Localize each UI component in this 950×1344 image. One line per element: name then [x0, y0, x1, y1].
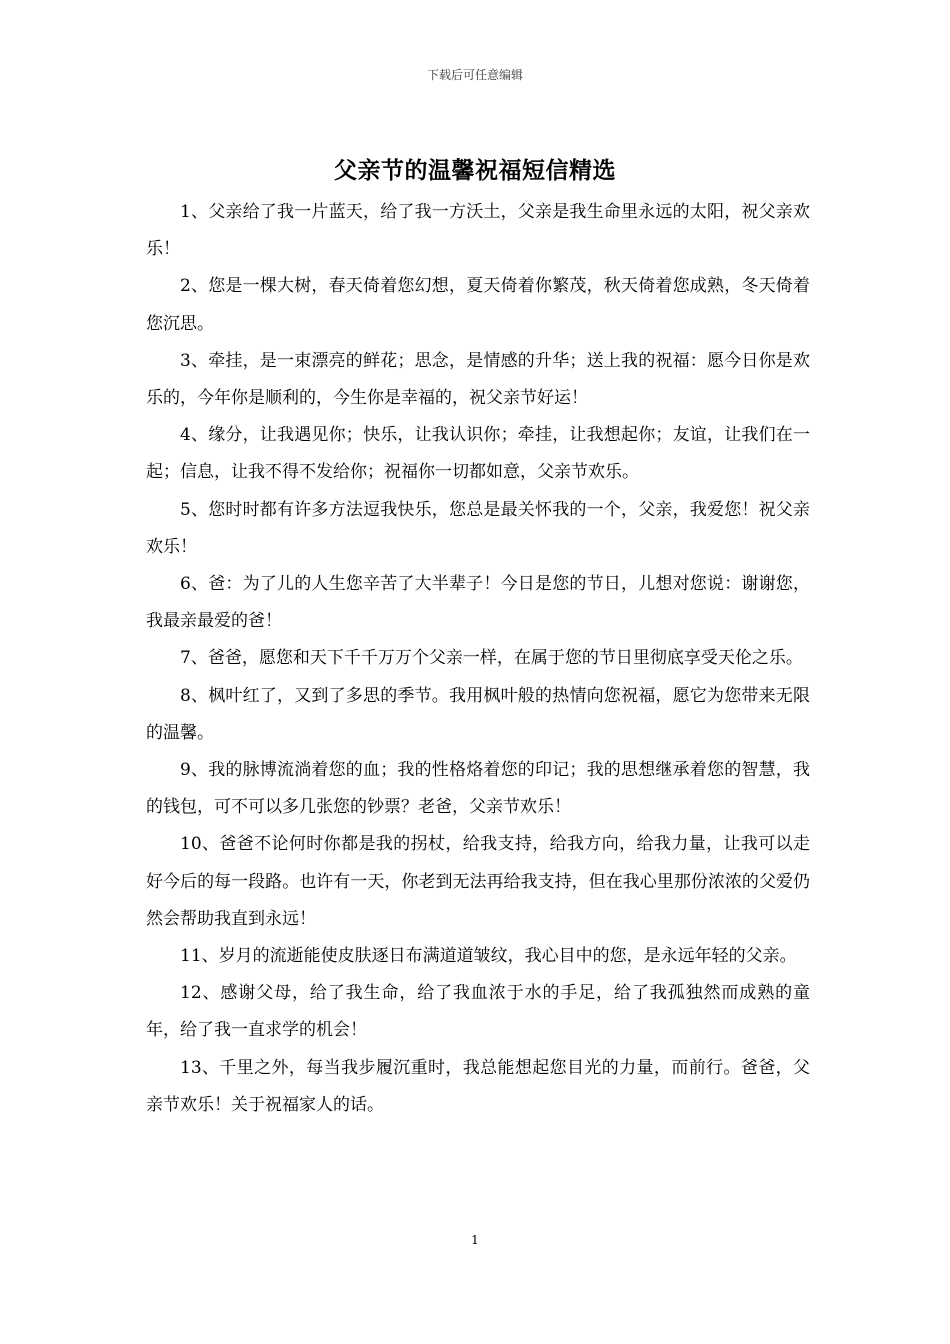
document-title: 父亲节的温馨祝福短信精选 — [334, 157, 616, 184]
page-number: 1 — [471, 1233, 479, 1247]
paragraph: 4、缘分，让我遇见你；快乐，让我认识你；牵挂，让我想起你；友谊，让我们在一起；信息，让我不得不发给你；祝福你一切都如意，父亲节欢乐。 — [146, 425, 810, 483]
paragraph: 11、岁月的流逝能使皮肤逐日布满道道皱纹，我心目中的您，是永远年轻的父亲。 — [180, 946, 797, 967]
paragraph: 1、父亲给了我一片蓝天，给了我一方沃土，父亲是我生命里永远的太阳，祝父亲欢乐！ — [146, 202, 810, 260]
paragraph: 10、爸爸不论何时你都是我的拐杖，给我支持，给我方向，给我力量，让我可以走好今后的每一段路。也许有一天，你老到无法再给我支持，但在我心里那份浓浓的父爱仍然会帮助我直到永远！ — [146, 834, 810, 929]
document-body — [146, 194, 810, 1124]
header-note: 下载后可任意编辑 — [426, 68, 523, 82]
paragraph: 3、牵挂，是一束漂亮的鲜花；思念，是情感的升华；送上我的祝福：愿今日你是欢乐的，今年你是顺利的，今生你是幸福的，祝父亲节好运！ — [146, 350, 810, 409]
paragraph: 6、爸：为了儿的人生您辛苦了大半辈子！今日是您的节日，儿想对您说：谢谢您，我最亲最爱的爸！ — [146, 574, 810, 632]
paragraph: 7、爸爸，愿您和天下千千万万个父亲一样，在属于您的节日里彻底享受天伦之乐。 — [180, 648, 803, 669]
paragraph: 9、我的脉博流淌着您的血；我的性格烙着您的印记；我的思想继承着您的智慧，我的钱包，可不可以多几张您的钞票？老爸，父亲节欢乐！ — [146, 760, 810, 818]
paragraph: 12、感谢父母，给了我生命，给了我血浓于水的手足，给了我孤独然而成熟的童年，给了我一直求学的机会！ — [146, 983, 810, 1041]
paragraph: 5、您时时都有许多方法逗我快乐，您总是最关怀我的一个，父亲，我爱您！祝父亲欢乐！ — [146, 499, 810, 557]
paragraph: 2、您是一棵大树，春天倚着您幻想，夏天倚着你繁茂，秋天倚着您成熟，冬天倚着您沉思。 — [146, 276, 810, 334]
paragraph: 13、千里之外，每当我步履沉重时，我总能想起您目光的力量，而前行。爸爸，父亲节欢乐！关于祝福家人的话。 — [146, 1057, 810, 1115]
paragraph: 8、枫叶红了，又到了多思的季节。我用枫叶般的热情向您祝福，愿它为您带来无限的温馨。 — [146, 685, 810, 743]
